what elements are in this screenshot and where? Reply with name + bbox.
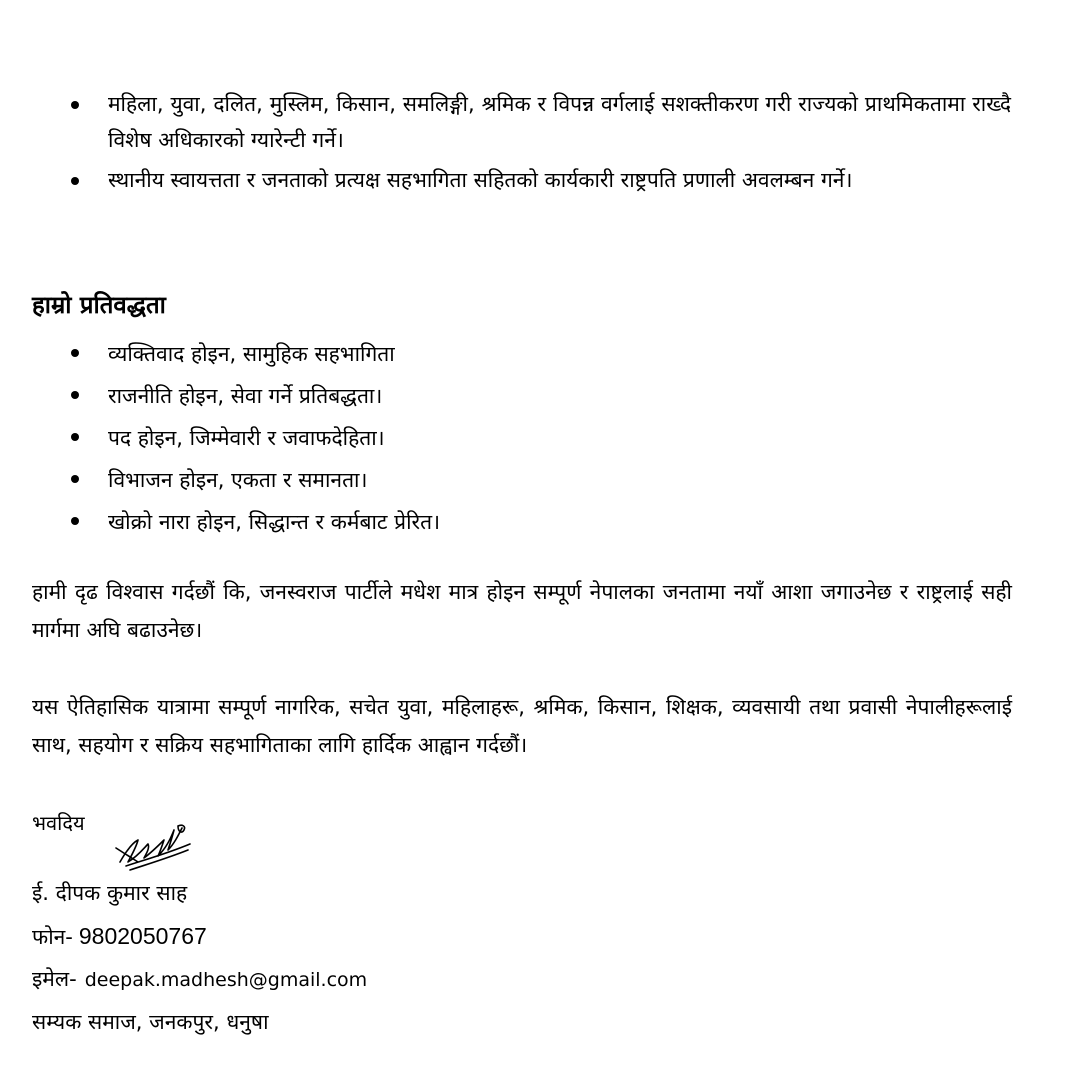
appeal-paragraph: यस ऐतिहासिक यात्रामा सम्पूर्ण नागरिक, सचेत युवा, महिलाहरू, श्रमिक, किसान, शिक्षक, व्यवसायी तथा प्रवासी नेपालीहरूलाई साथ, सहयोग र सक्रिय सहभागिताका लागि हार्दिक आह्वान गर्दछौं। <box>32 695 1012 757</box>
list-item <box>0 376 1079 416</box>
list-item-text: पद होइन, जिम्मेवारी र जवाफदेहिता। <box>108 426 385 450</box>
bullet-icon <box>71 433 79 441</box>
bullet-icon <box>71 475 79 483</box>
bullet-icon <box>71 101 79 109</box>
signatory-name: ई. दीपक कुमार साह <box>32 881 188 905</box>
list-item-text: स्थानीय स्वायत्तता र जनताको प्रत्यक्ष सहभागिता सहितको कार्यकारी राष्ट्रपति प्रणाली अवलम्बन गर्ने। <box>108 168 853 192</box>
list-item-text: महिला, युवा, दलित, मुस्लिम, किसान, समलिङ्गी, श्रमिक र विपन्न वर्गलाई सशक्तीकरण गरी राज्यको प्राथमिकतामा राख्दै विशेष अधिकारको ग्यारेन्टी गर्ने। <box>108 92 1011 152</box>
list-item <box>0 460 1079 500</box>
bullet-icon <box>71 177 79 185</box>
list-item <box>0 334 1079 374</box>
commitment-heading: हाम्रो प्रतिवद्धता <box>32 291 166 319</box>
email-line <box>32 964 367 995</box>
phone-line <box>32 921 207 952</box>
commitment-list <box>0 334 1079 544</box>
closing-salutation: भवदिय <box>32 811 85 835</box>
list-item <box>0 162 1079 198</box>
bullet-icon <box>71 349 79 357</box>
list-item-text: विभाजन होइन, एकता र समानता। <box>108 468 368 492</box>
list-item-text: खोक्रो नारा होइन, सिद्धान्त र कर्मबाट प्रेरित। <box>108 510 441 534</box>
email-label: इमेल- <box>32 967 77 991</box>
list-item <box>0 86 1079 158</box>
phone-number: 9802050767 <box>78 923 207 949</box>
demands-list <box>0 86 1079 202</box>
organization-address: सम्यक समाज, जनकपुर, धनुषा <box>32 1010 269 1034</box>
bullet-icon <box>71 391 79 399</box>
list-item-text: राजनीति होइन, सेवा गर्ने प्रतिबद्धता। <box>108 384 383 408</box>
belief-paragraph: हामी दृढ विश्वास गर्दछौं कि, जनस्वराज पार्टीले मधेश मात्र होइन सम्पूर्ण नेपालका जनतामा नयाँ आशा जगाउनेछ र राष्ट्रलाई सही मार्गमा अघि बढाउनेछ। <box>32 580 1012 642</box>
email-address: deepak.madhesh@gmail.com <box>84 969 368 991</box>
signature-icon <box>108 818 198 878</box>
list-item-text: व्यक्तिवाद होइन, सामुहिक सहभागिता <box>108 342 395 366</box>
bullet-icon <box>71 517 79 525</box>
list-item <box>0 502 1079 542</box>
list-item <box>0 418 1079 458</box>
phone-label: फोन- <box>32 925 73 949</box>
